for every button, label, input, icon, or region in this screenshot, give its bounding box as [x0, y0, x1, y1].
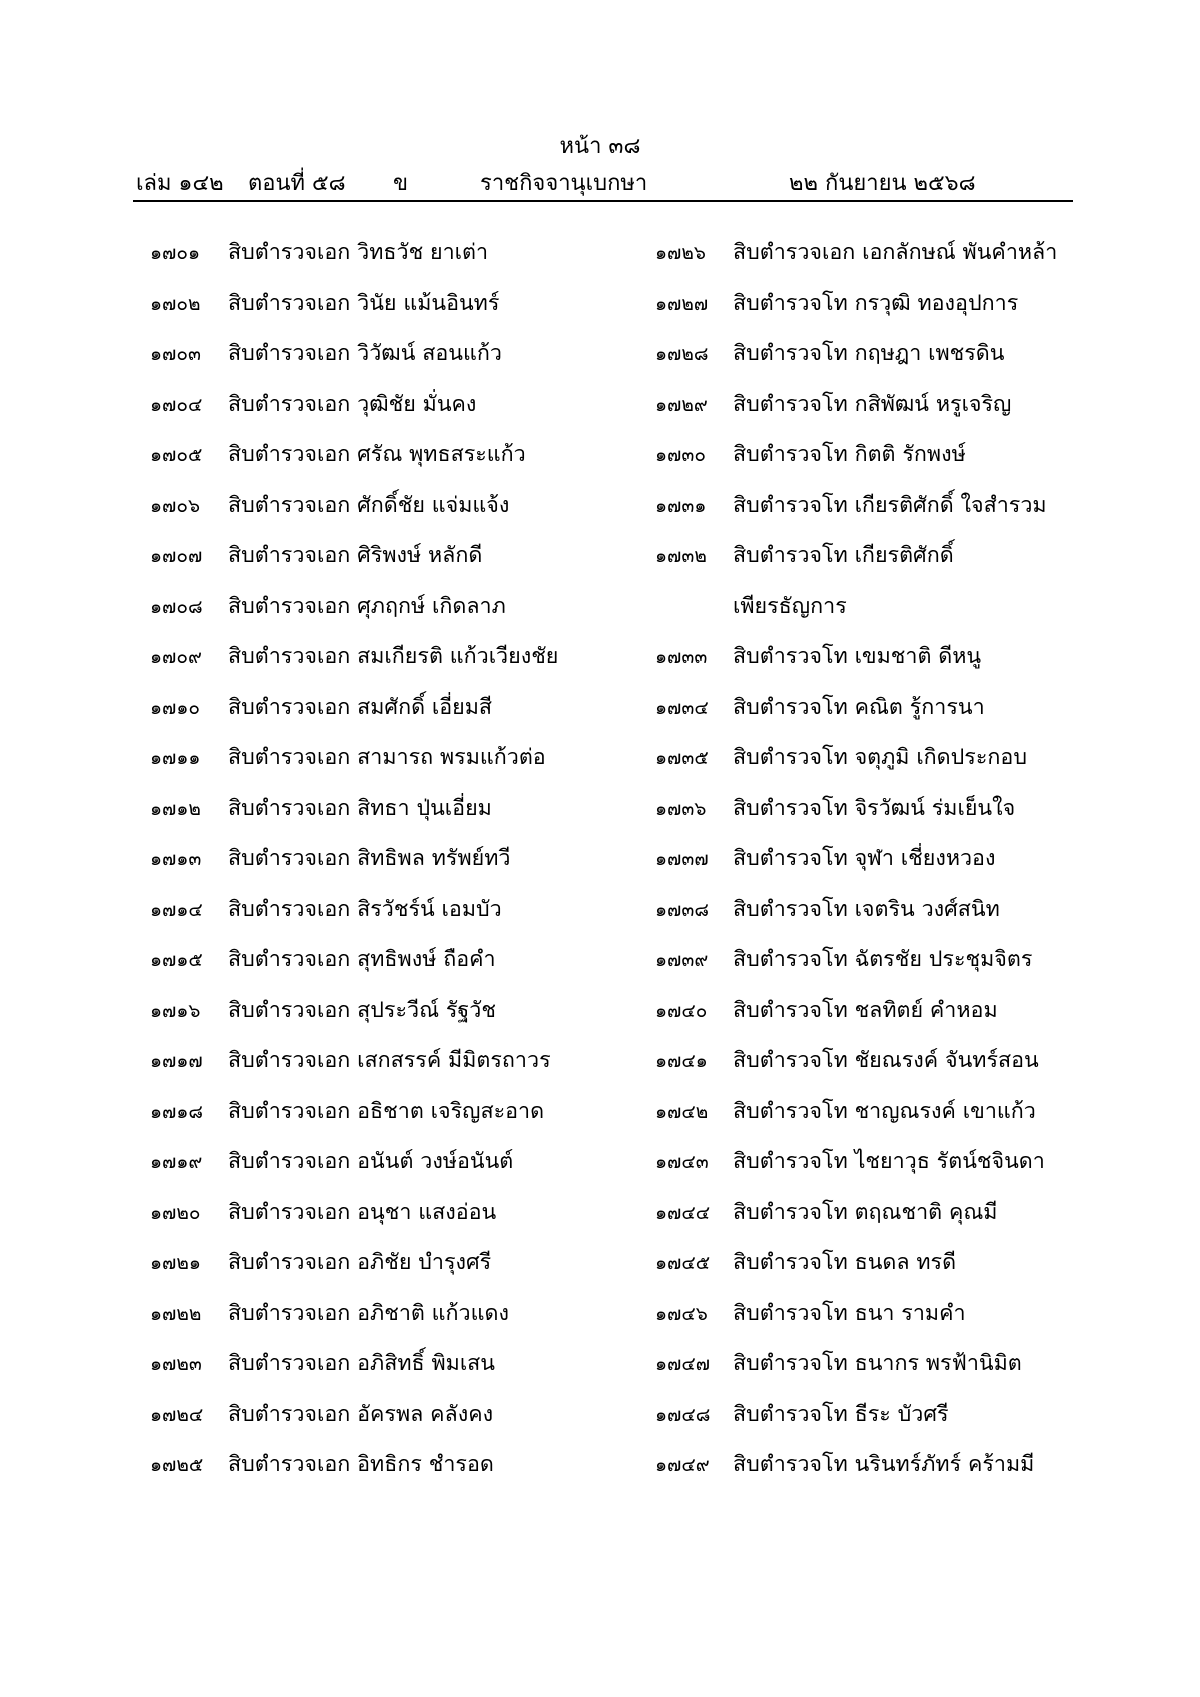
entry-name: สิบตำรวจโท จตุภูมิ เกิดประกอบ	[733, 745, 1027, 770]
entry-name: สิบตำรวจโท ไชยาวุธ รัตน์ชจินดา	[733, 1149, 1045, 1174]
entry-name: สิบตำรวจเอก อนุชา แสงอ่อน	[228, 1199, 497, 1225]
entry-number: ๑๗๓๓	[655, 646, 708, 668]
entry-name: สิบตำรวจโท คณิต รู้การนา	[733, 694, 985, 720]
entry-name: สิบตำรวจโท กรวุฒิ ทองอุปการ	[733, 290, 1019, 316]
entry-name: สิบตำรวจโท จุฬา เชี่ยงหวอง	[733, 846, 996, 871]
list-item	[150, 1188, 620, 1239]
entry-name: สิบตำรวจเอก สุทธิพงษ์ ถือคำ	[228, 947, 496, 972]
entry-name: สิบตำรวจโท ธีระ บัวศรี	[733, 1401, 949, 1427]
list-item	[655, 380, 1115, 431]
list-item	[150, 632, 620, 683]
list-item	[655, 1238, 1115, 1289]
entry-name: สิบตำรวจโท เขมชาติ ดีหนู	[733, 644, 982, 669]
list-item	[150, 986, 620, 1037]
list-item	[655, 986, 1115, 1037]
entry-name: สิบตำรวจเอก สิรวัชร์น์ เอมบัว	[228, 896, 502, 922]
entry-number: ๑๗๒๒	[150, 1302, 202, 1325]
entry-number: ๑๗๑๘	[150, 1100, 204, 1123]
list-item	[150, 1036, 620, 1087]
list-item	[150, 1137, 620, 1188]
list-item	[655, 1440, 1115, 1491]
list-item	[150, 1238, 620, 1289]
list-item	[655, 935, 1115, 986]
entry-name: สิบตำรวจโท กฤษฎา เพชรดิน	[733, 341, 1005, 366]
entry-number: ๑๗๐๔	[150, 393, 203, 416]
page-number: หน้า ๓๘	[559, 134, 641, 159]
list-item	[150, 935, 620, 986]
entry-number: ๑๗๐๕	[150, 444, 203, 466]
entry-number: ๑๗๐๒	[150, 292, 201, 315]
entry-number: ๑๗๒๙	[655, 393, 708, 416]
list-item	[655, 733, 1115, 784]
entry-name: สิบตำรวจเอก ศิริพงษ์ หลักดี	[228, 543, 483, 568]
list-item	[150, 1289, 620, 1340]
list-item	[655, 430, 1115, 481]
entry-name: สิบตำรวจเอก ศุภฤกษ์ เกิดลาภ	[228, 593, 506, 619]
entry-number: ๑๗๒๐	[150, 1201, 201, 1224]
list-item	[655, 329, 1115, 380]
entry-number: ๑๗๒๕	[150, 1454, 204, 1476]
list-item	[150, 834, 620, 885]
entry-number: ๑๗๓๕	[655, 747, 709, 769]
entry-number: ๑๗๓๒	[655, 545, 707, 567]
entry-name: สิบตำรวจโท ธนา รามคำ	[733, 1300, 966, 1326]
entry-number: ๑๗๐๑	[150, 242, 201, 264]
entry-number: ๑๗๓๗	[655, 848, 709, 870]
list-item	[655, 885, 1115, 936]
entry-number: ๑๗๔๓	[655, 1151, 709, 1173]
entry-number: ๑๗๔๙	[655, 1454, 710, 1476]
entry-name: สิบตำรวจโท ชลทิตย์ คำหอม	[733, 997, 998, 1023]
entry-name: สิบตำรวจเอก วุฒิชัย มั่นคง	[228, 391, 477, 417]
gazette-header	[136, 165, 1071, 201]
entry-number: ๑๗๔๗	[655, 1353, 711, 1375]
list-item	[150, 1390, 620, 1441]
list-item	[150, 733, 620, 784]
entry-name: สิบตำรวจเอก สิทธา ปุ่นเอี่ยม	[228, 795, 492, 821]
entry-name: สิบตำรวจโท จิรวัฒน์ ร่มเย็นใจ	[733, 795, 1016, 821]
entry-name: สิบตำรวจเอก อภิสิทธิ์ พิมเสน	[228, 1351, 495, 1376]
entry-name: สิบตำรวจเอก สามารถ พรมแก้วต่อ	[228, 745, 546, 770]
entry-number: ๑๗๑๔	[150, 898, 203, 921]
list-item	[150, 531, 620, 582]
list-item	[655, 1289, 1115, 1340]
entry-name: สิบตำรวจเอก อิทธิกร ชำรอด	[228, 1452, 494, 1477]
list-item	[150, 1339, 620, 1390]
list-item	[655, 1188, 1115, 1239]
entry-number: ๑๗๔๒	[655, 1100, 709, 1123]
entry-number: ๑๗๒๓	[150, 1353, 202, 1375]
entry-number: ๑๗๑๕	[150, 949, 203, 971]
entry-name: สิบตำรวจเอก วิวัฒน์ สอนแก้ว	[228, 341, 502, 366]
volume-label: เล่ม ๑๔๒	[136, 171, 224, 196]
publication-name: ราชกิจจานุเบกษา	[480, 171, 648, 196]
issue-label: ตอนที่ ๕๘	[248, 171, 346, 196]
entry-name: สิบตำรวจเอก สิทธิพล ทรัพย์ทวี	[228, 846, 511, 871]
list-item	[150, 582, 620, 633]
entry-number: ๑๗๔๔	[655, 1201, 711, 1224]
entry-number: ๑๗๑๗	[150, 1050, 203, 1072]
entry-number: ๑๗๓๐	[655, 444, 706, 466]
entry-name: สิบตำรวจโท กิตติ รักพงษ์	[733, 442, 966, 467]
entry-number: ๑๗๔๖	[655, 1302, 708, 1325]
header-rule	[133, 200, 1073, 202]
list-item	[150, 329, 620, 380]
list-item	[150, 1087, 620, 1138]
section-label: ข	[393, 171, 409, 196]
publication-date: ๒๒ กันยายน ๒๕๖๘	[789, 171, 976, 196]
entry-name: สิบตำรวจโท ธนดล ทรดี	[733, 1250, 957, 1275]
entry-name: สิบตำรวจเอก เสกสรรค์ มีมิตรถาวร	[228, 1048, 551, 1073]
entry-name: สิบตำรวจเอก อภิชาติ แก้วแดง	[228, 1300, 509, 1326]
entry-name: สิบตำรวจโท ฉัตรชัย ประชุมจิตร	[733, 947, 1033, 972]
entry-number: ๑๗๒๔	[150, 1403, 204, 1426]
entry-name: สิบตำรวจเอก อนันต์ วงษ์อนันต์	[228, 1149, 514, 1174]
entry-number: ๑๗๑๙	[150, 1151, 203, 1173]
entry-name: สิบตำรวจเอก ศักดิ์ชัย แจ่มแจ้ง	[228, 492, 510, 518]
list-item	[655, 1339, 1115, 1390]
list-item	[655, 1087, 1115, 1138]
list-item	[150, 380, 620, 431]
entry-name: สิบตำรวจโท ธนากร พรฟ้านิมิต	[733, 1351, 1022, 1376]
entry-name: สิบตำรวจเอก วิทธวัช ยาเต่า	[228, 240, 489, 265]
entry-name: สิบตำรวจเอก อภิชัย บำรุงศรี	[228, 1250, 492, 1275]
list-item	[655, 784, 1115, 835]
entry-number: ๑๗๑๑	[150, 747, 201, 769]
entry-number: ๑๗๓๑	[655, 494, 707, 517]
left-column	[150, 228, 620, 1491]
entry-number: ๑๗๒๖	[655, 242, 706, 264]
entry-name: สิบตำรวจโท ชาญณรงค์ เขาแก้ว	[733, 1098, 1036, 1124]
entry-number: ๑๗๐๘	[150, 595, 203, 618]
entry-name: สิบตำรวจโท นรินทร์ภัทร์ คร้ามมี	[733, 1452, 1035, 1477]
entry-number: ๑๗๔๕	[655, 1252, 711, 1274]
list-item	[655, 279, 1115, 330]
entry-number: ๑๗๑๖	[150, 999, 201, 1022]
entry-name: สิบตำรวจเอก วินัย แม้นอินทร์	[228, 290, 500, 316]
entry-name: สิบตำรวจเอก อัครพล คลังคง	[228, 1401, 494, 1427]
entry-number: ๑๗๔๑	[655, 1050, 708, 1072]
entry-name: สิบตำรวจเอก อธิชาต เจริญสะอาด	[228, 1098, 545, 1124]
entry-name: เพียรธัญการ	[733, 593, 847, 619]
list-item	[655, 582, 1115, 633]
entry-number: ๑๗๔๐	[655, 999, 708, 1022]
list-item	[150, 228, 620, 279]
list-item	[150, 279, 620, 330]
right-column	[655, 228, 1115, 1491]
entry-name: สิบตำรวจโท กสิพัฒน์ หรูเจริญ	[733, 391, 1012, 417]
entry-number: ๑๗๓๙	[655, 949, 709, 971]
entry-name: สิบตำรวจโท เกียรติศักดิ์ ใจสำรวม	[733, 492, 1047, 518]
list-item	[655, 683, 1115, 734]
list-item	[655, 531, 1115, 582]
entry-number: ๑๗๒๗	[655, 292, 709, 315]
entry-name: สิบตำรวจเอก เอกลักษณ์ พันคำหล้า	[733, 240, 1058, 265]
list-item	[150, 885, 620, 936]
entry-number: ๑๗๔๘	[655, 1403, 711, 1426]
entry-name: สิบตำรวจโท เกียรติศักดิ์	[733, 543, 954, 568]
entry-number: ๑๗๓๔	[655, 696, 709, 719]
entry-number: ๑๗๑๒	[150, 797, 201, 820]
list-item	[655, 228, 1115, 279]
entry-number: ๑๗๐๖	[150, 494, 201, 517]
entry-number: ๑๗๒๘	[655, 343, 709, 365]
entry-name: สิบตำรวจโท ตฤณชาติ คุณมี	[733, 1199, 998, 1225]
list-item	[655, 1036, 1115, 1087]
list-item	[655, 481, 1115, 532]
list-item	[150, 481, 620, 532]
entry-name: สิบตำรวจโท เจตริน วงศ์สนิท	[733, 896, 1000, 922]
entry-number: ๑๗๓๘	[655, 898, 709, 921]
list-item	[150, 683, 620, 734]
list-item	[150, 784, 620, 835]
entry-number: ๑๗๐๓	[150, 343, 201, 365]
list-item	[655, 1137, 1115, 1188]
list-item	[655, 834, 1115, 885]
entry-number: ๑๗๒๑	[150, 1252, 201, 1274]
list-item	[150, 1440, 620, 1491]
entry-number: ๑๗๑๐	[150, 696, 201, 719]
entry-name: สิบตำรวจเอก สมเกียรติ แก้วเวียงชัย	[228, 644, 559, 669]
entry-number: ๑๗๓๖	[655, 797, 707, 820]
entry-name: สิบตำรวจเอก สุประวีณ์ รัฐวัช	[228, 997, 496, 1023]
entry-number: ๑๗๑๓	[150, 848, 202, 870]
list-item	[655, 1390, 1115, 1441]
entry-name: สิบตำรวจเอก สมศักดิ์ เอี่ยมสี	[228, 694, 493, 720]
list-item	[655, 632, 1115, 683]
entry-number: ๑๗๐๙	[150, 646, 202, 668]
list-item	[150, 430, 620, 481]
entry-name: สิบตำรวจเอก ศรัณ พุทธสระแก้ว	[228, 442, 526, 467]
entry-number: ๑๗๐๗	[150, 545, 203, 567]
entry-name: สิบตำรวจโท ชัยณรงค์ จันทร์สอน	[733, 1048, 1039, 1073]
